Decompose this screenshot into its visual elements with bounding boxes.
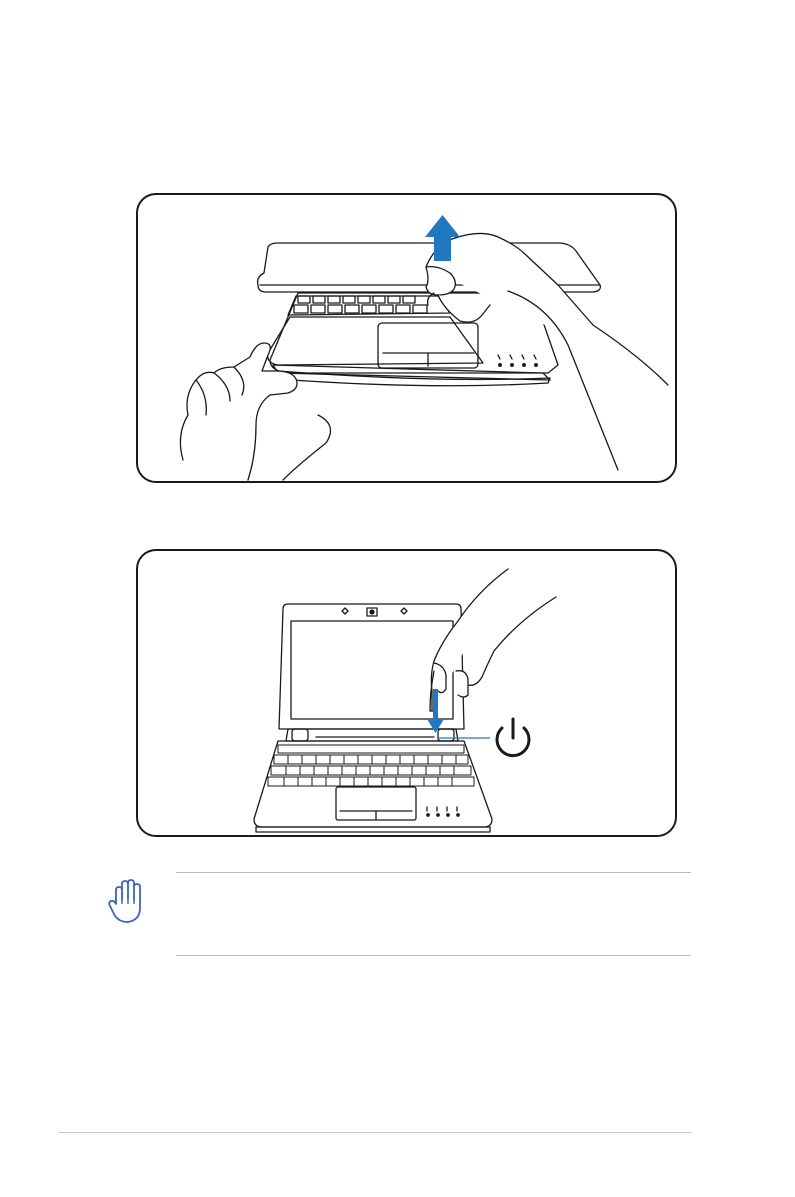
keyboard-keys: [268, 745, 474, 786]
caution-bottom-rule: [176, 955, 691, 956]
raised-hand-icon: [106, 878, 148, 924]
notebook-display: [291, 621, 453, 719]
keyboard-keys: [294, 296, 427, 313]
indicator-lights: [498, 355, 537, 366]
figure-open-lid: [136, 193, 677, 483]
power-icon: [497, 719, 529, 756]
left-hand: [180, 343, 297, 480]
footer-rule: [58, 1132, 692, 1133]
caution-top-rule: [176, 872, 691, 873]
open-lid-illustration: [138, 195, 677, 483]
notebook-base: [254, 741, 492, 827]
power-on-illustration: [138, 551, 677, 837]
indicator-lights: [427, 807, 459, 816]
figure-power-on: [136, 549, 677, 837]
